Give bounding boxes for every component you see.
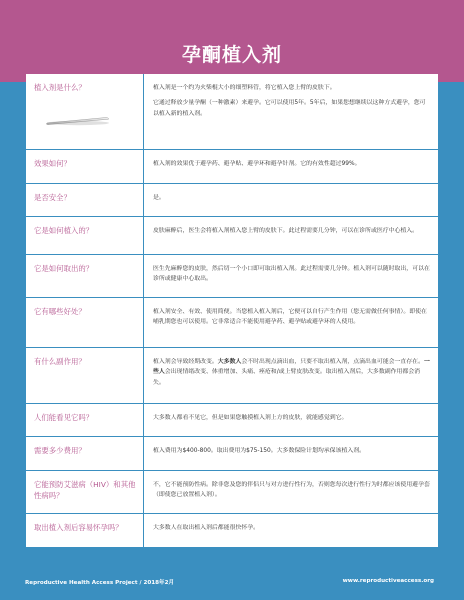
table-row — [26, 437, 438, 471]
question-cell: 它有哪些好处？ — [26, 298, 144, 347]
table-row — [26, 217, 438, 255]
answer-cell — [144, 217, 438, 254]
answer-text: 皮肤麻醉后，医生会将植入剂植入您上臂的皮肤下。此过程需要几分钟，可以在诊所或医疗中心植入。 — [153, 228, 419, 234]
answer-text: 医生先麻醉您的皮肤，然后切一个小口即可取出植入剂。此过程需要几分钟。植入剂可以随时取出，可以在诊所或健康中心取出。 — [153, 266, 430, 283]
answer-cell — [144, 471, 438, 513]
implant-rod-image — [44, 112, 110, 128]
answer-text: 大多数人在取出植入剂后都能很快怀孕。 — [153, 525, 260, 531]
table-row — [26, 514, 438, 548]
question-cell: 它是如何植入的？ — [26, 217, 144, 254]
answer-text: 植入剂是一个约为火柴棍大小的细塑料管，将它植入您上臂的皮肤下。 — [153, 85, 336, 91]
answer-emphasis: 大多数人 — [217, 359, 242, 365]
answer-cell — [144, 404, 438, 436]
table-row — [26, 348, 438, 404]
table-row — [26, 404, 438, 437]
answer-text-segment: 会不时出现点滴出血，只要不取出植入剂，点滴出血可能会一直存在。 — [241, 359, 424, 365]
question-cell: 是否安全？ — [26, 184, 144, 216]
table-row — [26, 255, 438, 298]
answer-text: 植入剂安全、有效、使用简便。当您植入植入剂后，它便可以自行产生作用（您无需做任何事情）。即使在哺乳期您也可以使用。它非常适合不能使用避孕药、避孕贴或避孕环的人使用。 — [153, 309, 427, 326]
question-cell: 人们能看见它吗？ — [26, 404, 144, 436]
footer-source: Reproductive Health Access Project / 2018年2月 — [25, 580, 175, 586]
question-cell: 效果如何？ — [26, 150, 144, 183]
question-cell: 植入剂是什么？ — [26, 74, 144, 149]
answer-text-segment: 植入剂会导致经期改变。 — [153, 359, 218, 365]
table-row — [26, 150, 438, 184]
answer-cell — [144, 74, 438, 149]
faq-table — [26, 74, 438, 548]
answer-cell — [144, 184, 438, 216]
answer-cell — [144, 298, 438, 347]
answer-text: 植入剂的效果优于避孕药、避孕贴、避孕环和避孕针剂。它的有效性超过99%。 — [153, 161, 361, 167]
answer-text — [153, 357, 430, 388]
header-banner — [0, 0, 464, 82]
answer-text: 植入费用为$400-800。取出费用为$75-150。大多数保险计划均承保该植入剂。 — [153, 448, 366, 454]
answer-text-segment: 会出现情绪改变、体重增加、头痛、痤疮和/或上臂皮肤改变。取出植入剂后，大多数副作用都会消失。 — [153, 369, 421, 386]
answer-cell — [144, 514, 438, 547]
question-cell: 取出植入剂后容易怀孕吗？ — [26, 514, 144, 547]
answer-text: 它通过释放少量孕酮（一种激素）来避孕。它可以使用5年。5年后，如果您想继续以这种方式避孕，您可以植入新的植入剂。 — [153, 100, 426, 117]
footer-website: www.reproductiveaccess.org — [342, 578, 434, 584]
answer-cell — [144, 437, 438, 470]
answer-cell — [144, 255, 438, 297]
answer-text: 大多数人都看不见它，但是如果您触摸植入剂上方的皮肤，就能感觉到它。 — [153, 415, 348, 421]
answer-emphasis: 一些人 — [153, 359, 430, 376]
answer-text: 是。 — [153, 195, 165, 201]
page-title: 孕酮植入剂 — [181, 44, 282, 66]
answer-cell — [144, 150, 438, 183]
question-cell: 它能预防艾滋病（HIV）和其他性病吗？ — [26, 471, 144, 513]
table-row — [26, 184, 438, 217]
question-cell: 有什么副作用？ — [26, 348, 144, 403]
question-cell: 它是如何取出的？ — [26, 255, 144, 297]
answer-cell — [144, 348, 438, 403]
table-row — [26, 471, 438, 514]
answer-text: 不，它不能预防性病。除非您及您的伴侣只与对方进行性行为，否则您每次进行性行为时都应该使用避孕套（即使您已放置植入剂）。 — [153, 482, 430, 499]
question-cell: 需要多少费用？ — [26, 437, 144, 470]
table-row — [26, 298, 438, 348]
